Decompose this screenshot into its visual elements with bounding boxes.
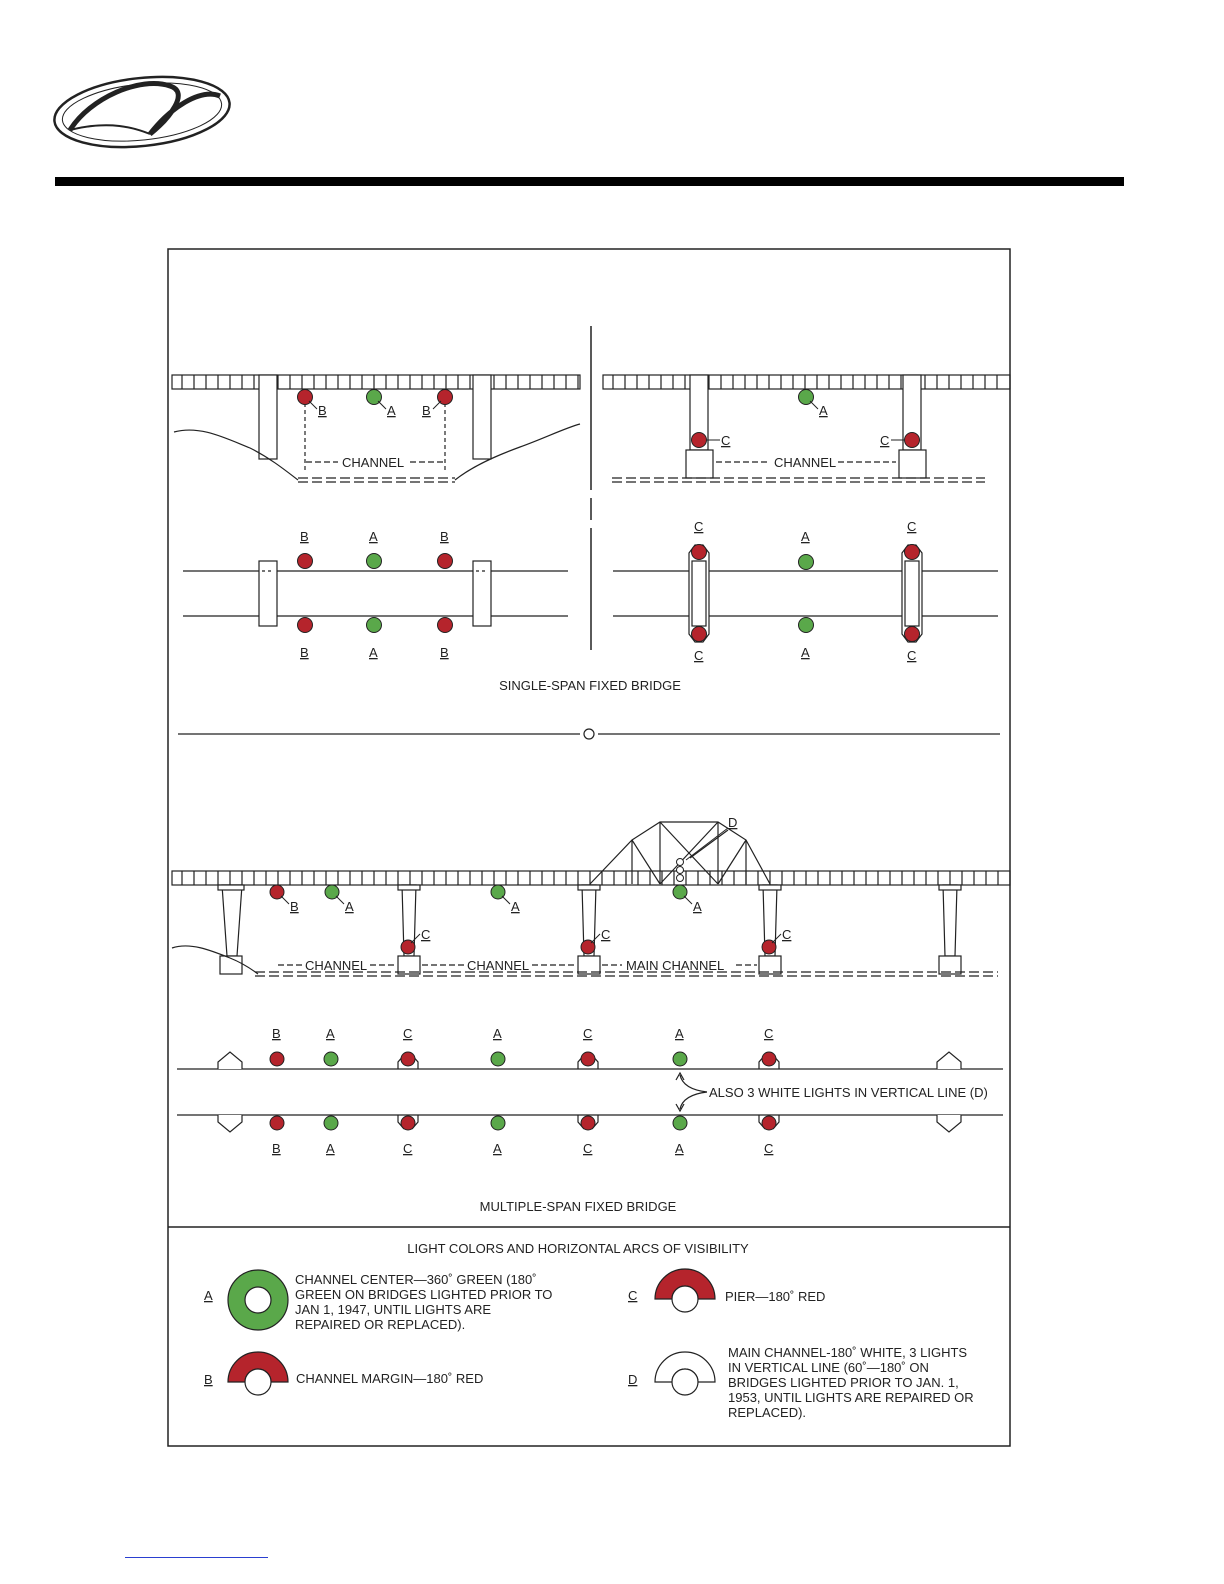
label-a: A (801, 529, 810, 544)
light-b (438, 554, 453, 569)
legend-d-text: REPLACED). (728, 1405, 807, 1420)
label-a: A (511, 899, 520, 914)
label-a: A (675, 1141, 684, 1156)
label-c: C (721, 433, 731, 448)
label-c: C (403, 1141, 413, 1156)
label-a: A (369, 529, 378, 544)
legend-key-d: D (628, 1372, 638, 1387)
footer-link-underline (125, 1557, 268, 1558)
light-a (673, 1116, 687, 1130)
light-c (692, 545, 707, 560)
single-span-title: SINGLE-SPAN FIXED BRIDGE (499, 678, 681, 693)
label-a: A (493, 1141, 502, 1156)
light-a (324, 1116, 338, 1130)
light-a (491, 1052, 505, 1066)
legend-a-text: GREEN ON BRIDGES LIGHTED PRIOR TO (295, 1287, 553, 1302)
label-b: B (290, 899, 299, 914)
label-c: C (694, 519, 704, 534)
label-c: C (764, 1026, 774, 1041)
light-b (298, 618, 313, 633)
light-b (270, 1052, 284, 1066)
light-a (673, 1052, 687, 1066)
white-lights-note: ALSO 3 WHITE LIGHTS IN VERTICAL LINE (D) (709, 1085, 988, 1100)
legend-key-b: B (204, 1372, 213, 1387)
light-a (799, 555, 814, 570)
legend-a-text: JAN 1, 1947, UNTIL LIGHTS ARE (295, 1302, 492, 1317)
label-b: B (422, 403, 431, 418)
light-c (905, 545, 920, 560)
light-a (324, 1052, 338, 1066)
legend-d-text: IN VERTICAL LINE (60˚—180˚ ON (728, 1360, 929, 1375)
bridge-deck (172, 375, 580, 389)
single-span-left-plan (183, 561, 568, 626)
legend-d-text: 1953, UNTIL LIGHTS ARE REPAIRED OR (728, 1390, 974, 1405)
label-a: A (675, 1026, 684, 1041)
legend-c-text: PIER—180˚ RED (725, 1289, 826, 1304)
light-b (438, 618, 453, 633)
label-c: C (694, 648, 704, 663)
label-b: B (300, 645, 309, 660)
label-b: B (272, 1026, 281, 1041)
pier (259, 375, 277, 459)
label-b: B (300, 529, 309, 544)
legend-key-a: A (204, 1288, 213, 1303)
label-c: C (583, 1141, 593, 1156)
label-b: B (440, 529, 449, 544)
light-a (367, 618, 382, 633)
light-c (581, 1052, 595, 1066)
legend-key-c: C (628, 1288, 638, 1303)
label-a: A (345, 899, 354, 914)
light-c (692, 433, 707, 448)
pier (473, 375, 491, 459)
light-b (298, 554, 313, 569)
white-light (677, 859, 684, 866)
light-a (367, 554, 382, 569)
label-c: C (421, 927, 431, 942)
light-c (762, 1116, 776, 1130)
light-c (905, 627, 920, 642)
light-a (799, 618, 814, 633)
channel-label: CHANNEL (467, 958, 530, 973)
light-c (692, 627, 707, 642)
label-c: C (601, 927, 611, 942)
label-a: A (693, 899, 702, 914)
light-c (581, 1116, 595, 1130)
light-c (401, 1116, 415, 1130)
label-b: B (272, 1141, 281, 1156)
label-a: A (326, 1141, 335, 1156)
light-c (401, 1052, 415, 1066)
label-c: C (880, 433, 890, 448)
label-c: C (403, 1026, 413, 1041)
multi-span-title: MULTIPLE-SPAN FIXED BRIDGE (479, 1199, 677, 1214)
channel-label: CHANNEL (342, 455, 405, 470)
legend-a-text: REPAIRED OR REPLACED). (295, 1317, 466, 1332)
legend-d-text: BRIDGES LIGHTED PRIOR TO JAN. 1, (728, 1375, 959, 1390)
white-light (677, 867, 684, 874)
channel-label: CHANNEL (774, 455, 837, 470)
channel-label: CHANNEL (305, 958, 368, 973)
light-c (905, 433, 920, 448)
label-c: C (907, 519, 917, 534)
label-c: C (583, 1026, 593, 1041)
label-a: A (326, 1026, 335, 1041)
label-c: C (782, 927, 792, 942)
label-a: A (387, 403, 396, 418)
label-a: A (369, 645, 378, 660)
label-a: A (801, 645, 810, 660)
label-d: D (728, 815, 738, 830)
legend-a-text: CHANNEL CENTER—360˚ GREEN (180˚ (295, 1272, 537, 1287)
label-a: A (493, 1026, 502, 1041)
label-b: B (440, 645, 449, 660)
legend-title: LIGHT COLORS AND HORIZONTAL ARCS OF VISIBILITY (407, 1241, 749, 1256)
label-c: C (907, 648, 917, 663)
figure-frame (168, 249, 1010, 1446)
light-c (762, 1052, 776, 1066)
left-bank (174, 430, 298, 480)
light-a (491, 1116, 505, 1130)
label-a: A (819, 403, 828, 418)
main-channel-label: MAIN CHANNEL (626, 958, 725, 973)
legend-b-text: CHANNEL MARGIN—180˚ RED (296, 1371, 484, 1386)
label-b: B (318, 403, 327, 418)
white-light (677, 875, 684, 882)
light-c (762, 940, 776, 954)
light-c (401, 940, 415, 954)
label-c: C (764, 1141, 774, 1156)
light-b (270, 1116, 284, 1130)
light-c (581, 940, 595, 954)
legend-d-text: MAIN CHANNEL-180˚ WHITE, 3 LIGHTS (728, 1345, 968, 1360)
